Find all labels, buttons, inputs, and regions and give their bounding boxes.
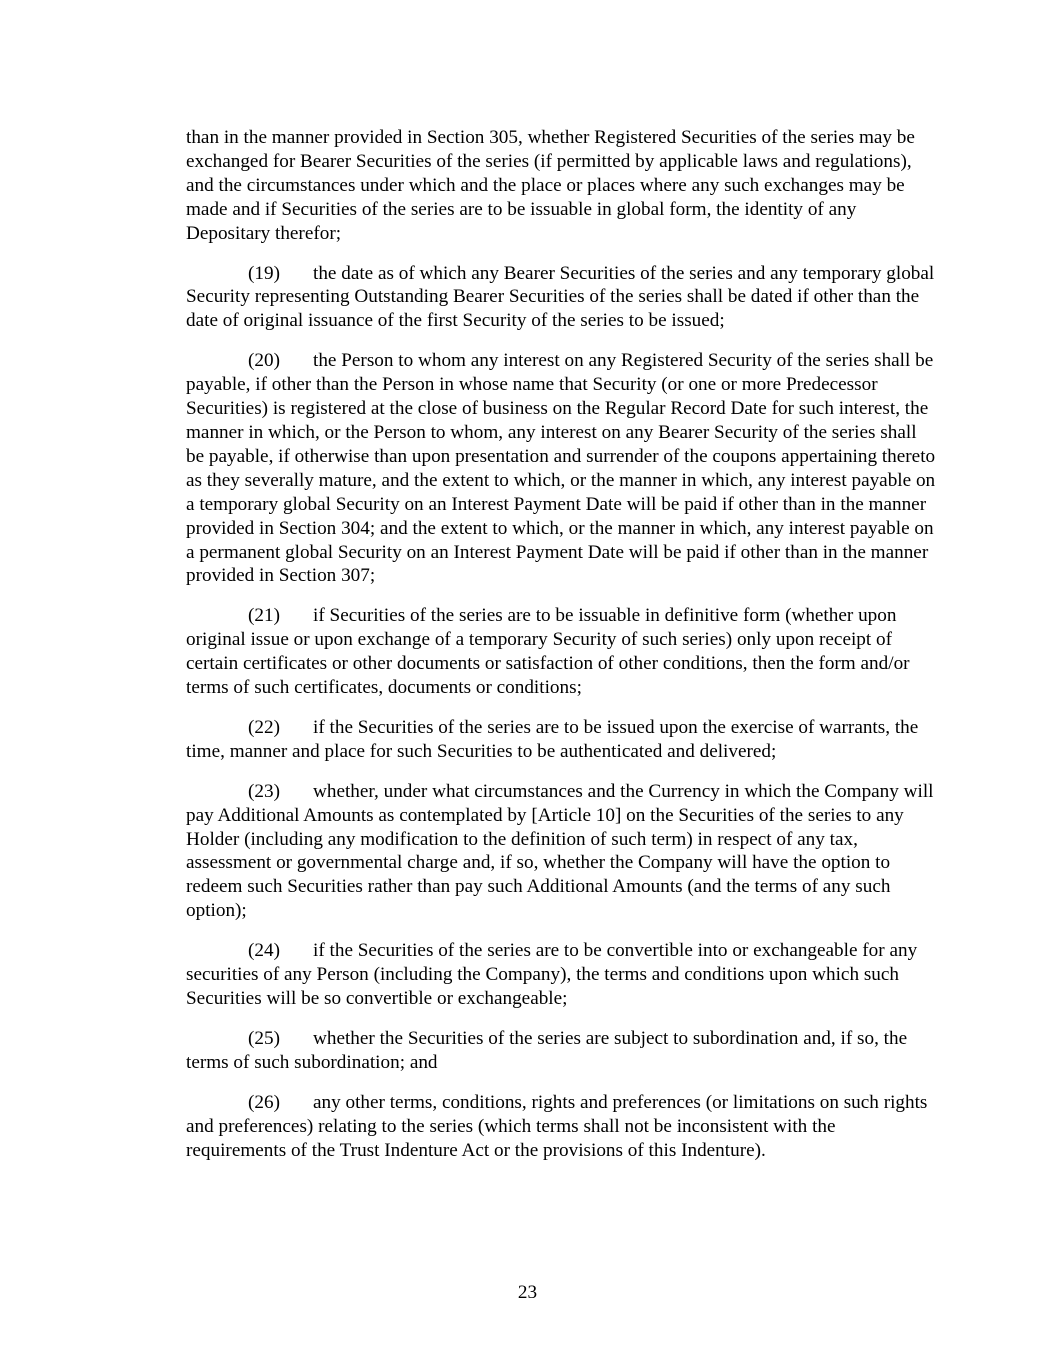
clause-text: the date as of which any Bearer Securities of the series and any temporary global Security representing Outstanding Bearer Securities of the series shall be dated if other than the date of original issuance of the first Security of the series to be issued; bbox=[186, 262, 935, 332]
clause-25 bbox=[186, 1027, 938, 1075]
clause-text: whether, under what circumstances and the Currency in which the Company will pay Additional Amounts as contemplated by [Article 10] on the Securities of the series to any Holder (including any modification to the definition of such term) in respect of any tax, assessment or governmental charge and, if so, whether the Company will have the option to redeem such Securities rather than pay such Additional Amounts (and the terms of any such option); bbox=[186, 780, 934, 922]
clause-number: (20) bbox=[248, 350, 280, 372]
clause-26 bbox=[186, 1091, 938, 1163]
clause-23 bbox=[186, 780, 938, 923]
clause-number: (22) bbox=[248, 716, 280, 738]
clause-text: whether the Securities of the series are subject to subordination and, if so, the terms of such subordination; and bbox=[186, 1027, 908, 1073]
clause-text: if the Securities of the series are to be convertible into or exchangeable for any securities of any Person (including the Company), the terms and conditions upon which such Securities will be so convertible or exchangeable; bbox=[186, 940, 918, 1009]
continuation-paragraph: than in the manner provided in Section 305, whether Registered Securities of the series may be exchanged for Bearer Securities of the series (if permitted by applicable laws and regulations), and the circumstances under which and the place or places where any such exchanges may be made and if Securities of the series are to be issuable in global form, the identity of any Depositary therefor; bbox=[186, 127, 915, 244]
clause-22 bbox=[186, 716, 938, 764]
clause-24 bbox=[186, 939, 938, 1011]
clause-20 bbox=[186, 349, 938, 588]
clause-number: (24) bbox=[248, 940, 280, 962]
clause-text: the Person to whom any interest on any Registered Security of the series shall be payable, if other than the Person in whose name that Security (or one or more Predecessor Securities) is registered at the close of business on the Regular Record Date for such interest, the manner in which, or the Person to whom, any interest on any Bearer Security of the series shall be payable, if otherwise than upon presentation and surrender of the coupons appertaining thereto as they severally mature, and the extent to which, or the manner in which, any interest payable on a temporary global Security on an Interest Payment Date will be paid if other than in the manner provided in Section 304; and the extent to which, or the manner in which, any interest payable on a permanent global Security on an Interest Payment Date will be paid if other than in the manner provided in Section 307; bbox=[186, 350, 936, 587]
clause-number: (25) bbox=[248, 1027, 280, 1049]
clause-number: (21) bbox=[248, 605, 280, 627]
clause-19 bbox=[186, 262, 938, 334]
clause-21 bbox=[186, 604, 938, 700]
clause-text: any other terms, conditions, rights and preferences (or limitations on such rights and preferences) relating to the series (which terms shall not be inconsistent with the requirements of the Trust Indenture Act or the provisions of this Indenture). bbox=[186, 1091, 928, 1161]
clause-number: (23) bbox=[248, 780, 280, 802]
clause-text: if the Securities of the series are to be issued upon the exercise of warrants, the time, manner and place for such Securities to be authenticated and delivered; bbox=[186, 716, 919, 762]
clause-text: if Securities of the series are to be issuable in definitive form (whether upon original issue or upon exchange of a temporary Security of such series) only upon receipt of certain certificates or other documents or satisfaction of other conditions, then the form and/or terms of such certificates, documents or conditions; bbox=[186, 605, 910, 699]
document-body bbox=[186, 126, 938, 1178]
page-number: 23 bbox=[517, 1282, 538, 1303]
clause-number: (19) bbox=[248, 262, 280, 284]
clause-number: (26) bbox=[248, 1091, 280, 1113]
